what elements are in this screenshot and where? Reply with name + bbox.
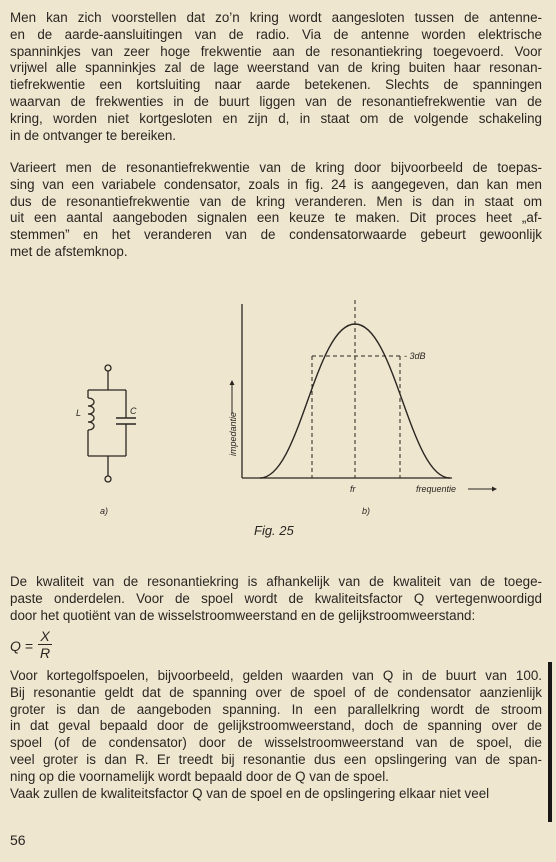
resonance-frequency-label: fr	[350, 484, 356, 494]
text-line: Vaak zullen de kwaliteitsfactor Q van de spoel en de opslingering elkaar niet veel	[10, 785, 490, 801]
text-line: in de ontvanger te bereiken.	[10, 127, 177, 143]
lc-circuit-diagram	[70, 360, 150, 500]
margin-change-bar	[548, 662, 552, 822]
paragraph-tuning	[10, 160, 542, 261]
text-line: veel groter is dan R. Er treedt bij resonantie dus een opslingering van de span-	[10, 751, 542, 767]
formula-denominator: R	[39, 645, 51, 661]
figure-caption: Fig. 25	[254, 523, 294, 538]
y-axis-label: impedantie	[228, 411, 238, 456]
text-line: waarvan de frekwenties in de buurt liggen van de resonantiefrekwentie van de	[10, 93, 542, 109]
text-line: kring, worden niet kortgesloten en zijn d, in staat om de volgende schakeling	[10, 110, 542, 126]
coil-label: L	[76, 408, 82, 418]
text-line: in dat geval bepaald door de gelijkstroomweerstand, doch de spanning over de	[10, 718, 542, 734]
text-line: Bij resonantie geldt dat de spanning over de spoel of de condensator aanzienlijk	[10, 684, 542, 700]
paragraph-resonance-voltage	[10, 668, 542, 802]
figure-part-a-label: a)	[100, 506, 109, 516]
x-axis-label: frequentie	[416, 484, 457, 494]
text-line: vrijwel alle spanninkjes zal de lage weerstand van de kring buiten haar resonan-	[10, 60, 542, 76]
text-line: groter is dan de aangeboden spanning. In een parallelkring wordt de stroom	[10, 701, 542, 717]
text-line: stemmen” en het veranderen van de condensatorwaarde gebeurt gewoonlijk	[10, 227, 542, 243]
text-line: Varieert men de resonantiefrekwentie van de kring door bijvoorbeeld de toepas-	[10, 160, 542, 175]
coil-icon	[88, 398, 94, 430]
formula-fraction	[38, 628, 52, 661]
text-line: uit een aantal aangeboden signalen een keuze te maken. Dit proces heet „af-	[10, 210, 542, 226]
text-line: Voor kortegolfspoelen, bijvoorbeeld, gelden waarden van Q in de buurt van 100.	[10, 668, 542, 683]
text-line: tiefrekwentie een kortsluiting naar aarde betekenen. Slechts de spanningen	[10, 77, 542, 93]
text-line: paste onderdelen. Voor de spoel wordt de kwaliteitsfactor Q vertegenwoordigd	[10, 590, 542, 606]
formula-numerator: X	[38, 628, 52, 645]
text-line: spanninkjes van zeer hoge frekwentie aan de resonantiekring toegevoerd. Voor	[10, 43, 542, 59]
paragraph-antenna-circuit	[10, 10, 542, 144]
resonance-curve-diagram	[220, 296, 510, 506]
text-line: en de aarde-aansluitingen van de radio. Via de antenne worden elektrische	[10, 26, 542, 42]
formula-lhs: Q =	[10, 638, 33, 654]
page-number: 56	[10, 832, 26, 848]
text-line: ning op die voornamelijk wordt bepaald door de Q van de spoel.	[10, 768, 389, 784]
text-line: door het quotiënt van de wisselstroomweerstand en de gelijkstroomweerstand:	[10, 607, 476, 623]
text-line: De kwaliteit van de resonantiekring is afhankelijk van de kwaliteit van de toege-	[10, 574, 542, 589]
text-line: Men kan zich voorstellen dat zo’n kring wordt aangesloten tussen de antenne-	[10, 10, 542, 25]
text-line: spoel (of de condensator) door de wisselstroomweerstand van de spoel, die	[10, 735, 542, 751]
capacitor-label: C	[130, 406, 137, 416]
bandwidth-label: - 3dB	[404, 351, 426, 361]
text-line: dus de resonantiefrekwentie van de kring veranderen. Men is dan in staat om	[10, 193, 542, 209]
figure-part-b-label: b)	[362, 506, 371, 516]
paragraph-quality-factor	[10, 574, 542, 624]
text-line: met de afstemknop.	[10, 243, 128, 259]
text-line: sing van een variabele condensator, zoals in fig. 24 is aangegeven, dan kan men	[10, 176, 542, 192]
